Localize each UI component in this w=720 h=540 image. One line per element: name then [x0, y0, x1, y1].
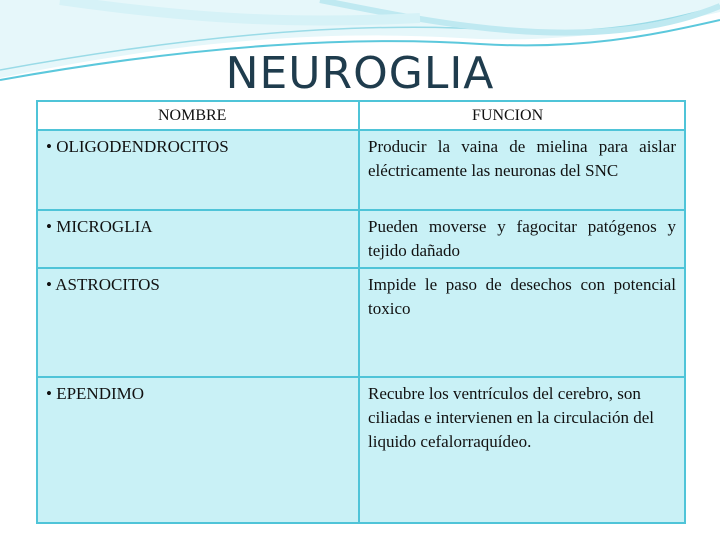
cell-name: • EPENDIMO [37, 377, 359, 523]
cell-function: Producir la vaina de mielina para aislar eléctricamente las neuronas del SNC [359, 130, 685, 210]
slide-title: NEUROGLIA [225, 48, 495, 99]
header-nombre: NOMBRE [37, 101, 359, 130]
cell-name: • ASTROCITOS [37, 268, 359, 377]
table-row [37, 377, 685, 523]
table-row [37, 130, 685, 210]
cell-function: Pueden moverse y fagocitar patógenos y tejido dañado [359, 210, 685, 268]
neuroglia-table [36, 100, 686, 524]
cell-name: • OLIGODENDROCITOS [37, 130, 359, 210]
header-funcion: FUNCION [359, 101, 685, 130]
cell-function: Impide le paso de desechos con potencial toxico [359, 268, 685, 377]
table-row [37, 210, 685, 268]
table-row [37, 268, 685, 377]
table-header-row [37, 101, 685, 130]
cell-function: Recubre los ventrículos del cerebro, son ciliadas e intervienen en la circulación del liquido cefalorraquídeo. [359, 377, 685, 523]
cell-name: • MICROGLIA [37, 210, 359, 268]
